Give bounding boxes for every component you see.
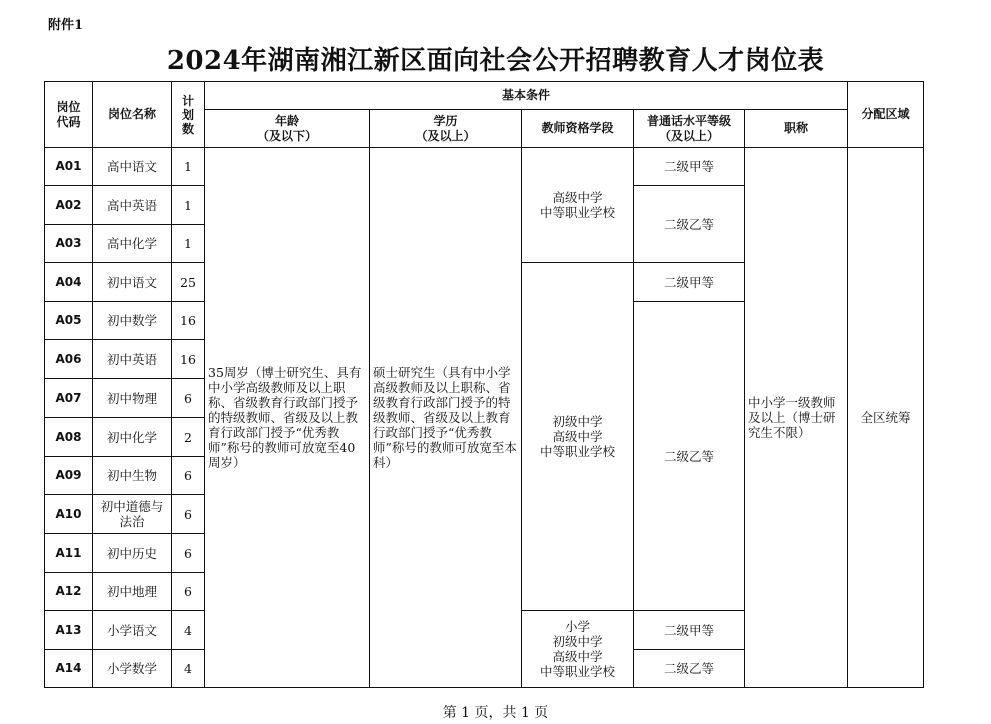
row-plan: 4 (172, 650, 205, 688)
header-cert: 教师资格学段 (522, 110, 634, 148)
cert-group-primary: 小学 初级中学 高级中学 中等职业学校 (522, 611, 634, 688)
mandarin-level: 二级甲等 (634, 263, 745, 302)
row-plan: 1 (172, 148, 205, 186)
mandarin-level: 二级甲等 (634, 611, 745, 650)
header-plan: 计 划 数 (172, 82, 205, 148)
row-code: A08 (45, 418, 93, 457)
row-name: 高中英语 (93, 186, 172, 225)
page-footer: 第 1 页，共 1 页 (442, 705, 549, 721)
row-code: A13 (45, 611, 93, 650)
row-name: 小学数学 (93, 650, 172, 688)
row-code: A07 (45, 379, 93, 418)
header-name: 岗位名称 (93, 82, 172, 148)
cert-group-junior: 初级中学 高级中学 中等职业学校 (522, 263, 634, 611)
row-code: A09 (45, 457, 93, 495)
row-name: 初中化学 (93, 418, 172, 457)
row-name: 初中地理 (93, 573, 172, 611)
header-age: 年龄 （及以下） (205, 110, 370, 148)
row-plan: 1 (172, 186, 205, 225)
row-code: A03 (45, 225, 93, 263)
row-name: 高中化学 (93, 225, 172, 263)
row-plan: 16 (172, 302, 205, 340)
mandarin-level: 二级乙等 (634, 302, 745, 611)
row-name: 初中生物 (93, 457, 172, 495)
row-plan: 25 (172, 263, 205, 302)
header-region: 分配区域 (848, 82, 924, 148)
row-code: A06 (45, 340, 93, 379)
page-title: 2024年湖南湘江新区面向社会公开招聘教育人才岗位表 (166, 46, 825, 76)
row-name: 初中物理 (93, 379, 172, 418)
header-title: 职称 (745, 110, 848, 148)
row-code: A04 (45, 263, 93, 302)
row-name: 小学语文 (93, 611, 172, 650)
mandarin-level: 二级乙等 (634, 186, 745, 263)
recruitment-table (44, 81, 924, 688)
row-plan: 1 (172, 225, 205, 263)
row-plan: 6 (172, 573, 205, 611)
table-row (45, 148, 924, 186)
row-name: 初中历史 (93, 534, 172, 573)
header-code: 岗位 代码 (45, 82, 93, 148)
row-name: 初中语文 (93, 263, 172, 302)
row-plan: 6 (172, 534, 205, 573)
age-condition: 35周岁（博士研究生、具有中小学高级教师及以上职称、省级教育行政部门授予的特级教师、省级及以上教育行政部门授予“优秀教师”称号的教师可放宽至40周岁） (205, 148, 370, 688)
row-code: A10 (45, 495, 93, 534)
row-name: 高中语文 (93, 148, 172, 186)
row-code: A02 (45, 186, 93, 225)
row-plan: 16 (172, 340, 205, 379)
row-code: A01 (45, 148, 93, 186)
title-condition: 中小学一级教师及以上（博士研究生不限） (745, 148, 848, 688)
mandarin-level: 二级乙等 (634, 650, 745, 688)
education-condition: 硕士研究生（具有中小学高级教师及以上职称、省级教育行政部门授予的特级教师、省级及以上教育行政部门授予“优秀教师”称号的教师可放宽至本科） (370, 148, 522, 688)
row-name: 初中道德与 法治 (93, 495, 172, 534)
row-code: A11 (45, 534, 93, 573)
row-code: A14 (45, 650, 93, 688)
header-education: 学历 （及以上） (370, 110, 522, 148)
row-plan: 6 (172, 379, 205, 418)
attachment-label: 附件1 (48, 18, 84, 33)
cert-group-senior: 高级中学 中等职业学校 (522, 148, 634, 263)
row-code: A05 (45, 302, 93, 340)
row-name: 初中英语 (93, 340, 172, 379)
region-value: 全区统筹 (848, 148, 924, 688)
row-plan: 6 (172, 495, 205, 534)
header-mandarin: 普通话水平等级 （及以上） (634, 110, 745, 148)
row-plan: 6 (172, 457, 205, 495)
row-plan: 2 (172, 418, 205, 457)
row-code: A12 (45, 573, 93, 611)
mandarin-level: 二级甲等 (634, 148, 745, 186)
header-basic-conditions: 基本条件 (205, 82, 848, 110)
row-name: 初中数学 (93, 302, 172, 340)
row-plan: 4 (172, 611, 205, 650)
